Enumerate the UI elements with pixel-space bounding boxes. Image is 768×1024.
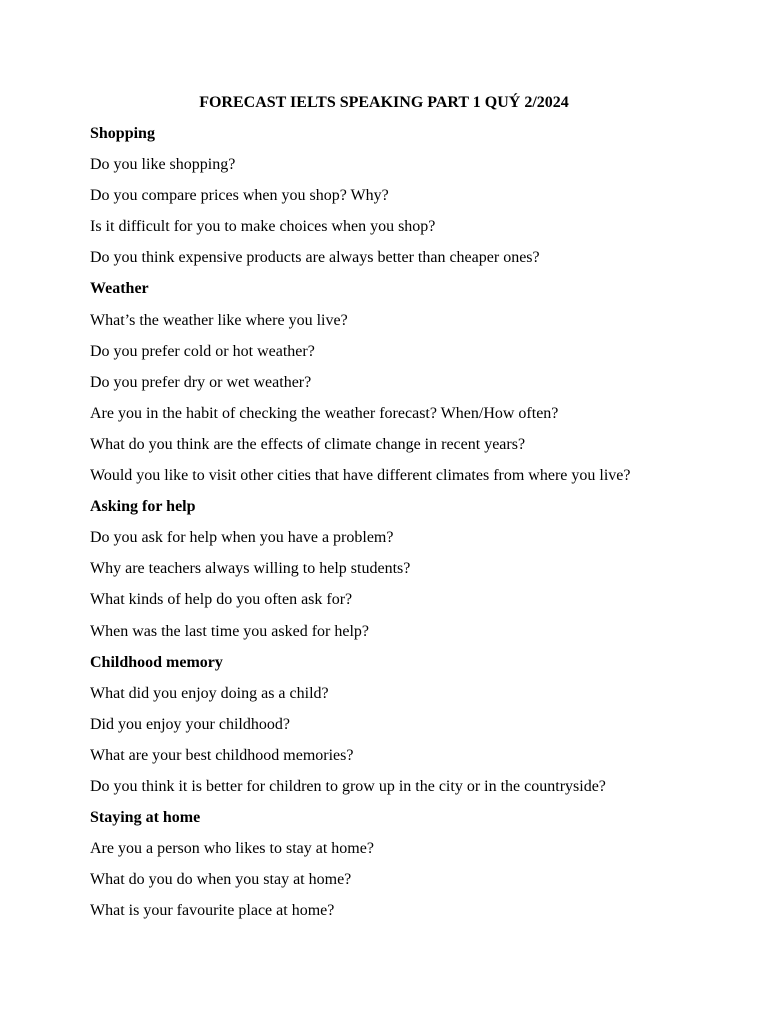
question-item: Do you ask for help when you have a problem?	[90, 529, 394, 547]
question-item: Do you think it is better for children to grow up in the city or in the countryside?	[90, 777, 606, 795]
question-item: What do you think are the effects of climate change in recent years?	[90, 435, 526, 453]
question-item: What kinds of help do you often ask for?	[90, 591, 353, 609]
question-item: What do you do when you stay at home?	[90, 871, 352, 889]
question-item: Do you prefer dry or wet weather?	[90, 373, 312, 391]
section-heading-staying-at-home: Staying at home	[90, 809, 201, 827]
question-item: Would you like to visit other cities that have different climates from where you live?	[90, 467, 631, 485]
question-item: What did you enjoy doing as a child?	[90, 684, 329, 702]
document-body	[90, 124, 730, 932]
question-item: Do you like shopping?	[90, 156, 236, 174]
section-heading-weather: Weather	[90, 280, 149, 298]
document-title: FORECAST IELTS SPEAKING PART 1 QUÝ 2/2024	[199, 94, 569, 111]
question-item: Are you in the habit of checking the weather forecast? When/How often?	[90, 404, 559, 422]
question-item: Do you think expensive products are always better than cheaper ones?	[90, 249, 540, 267]
section-heading-asking-for-help: Asking for help	[90, 498, 196, 516]
question-item: Did you enjoy your childhood?	[90, 715, 290, 733]
question-item: Do you prefer cold or hot weather?	[90, 342, 315, 360]
question-item: Are you a person who likes to stay at home?	[90, 840, 374, 858]
question-item: What are your best childhood memories?	[90, 746, 354, 764]
section-heading-childhood-memory: Childhood memory	[90, 653, 223, 671]
question-item: What’s the weather like where you live?	[90, 311, 348, 329]
question-item: Do you compare prices when you shop? Why?	[90, 187, 389, 205]
question-item: Is it difficult for you to make choices when you shop?	[90, 218, 436, 236]
question-item: When was the last time you asked for help?	[90, 622, 370, 640]
section-heading-shopping: Shopping	[90, 125, 155, 142]
question-item: What is your favourite place at home?	[90, 902, 335, 920]
question-item: Why are teachers always willing to help students?	[90, 560, 411, 578]
